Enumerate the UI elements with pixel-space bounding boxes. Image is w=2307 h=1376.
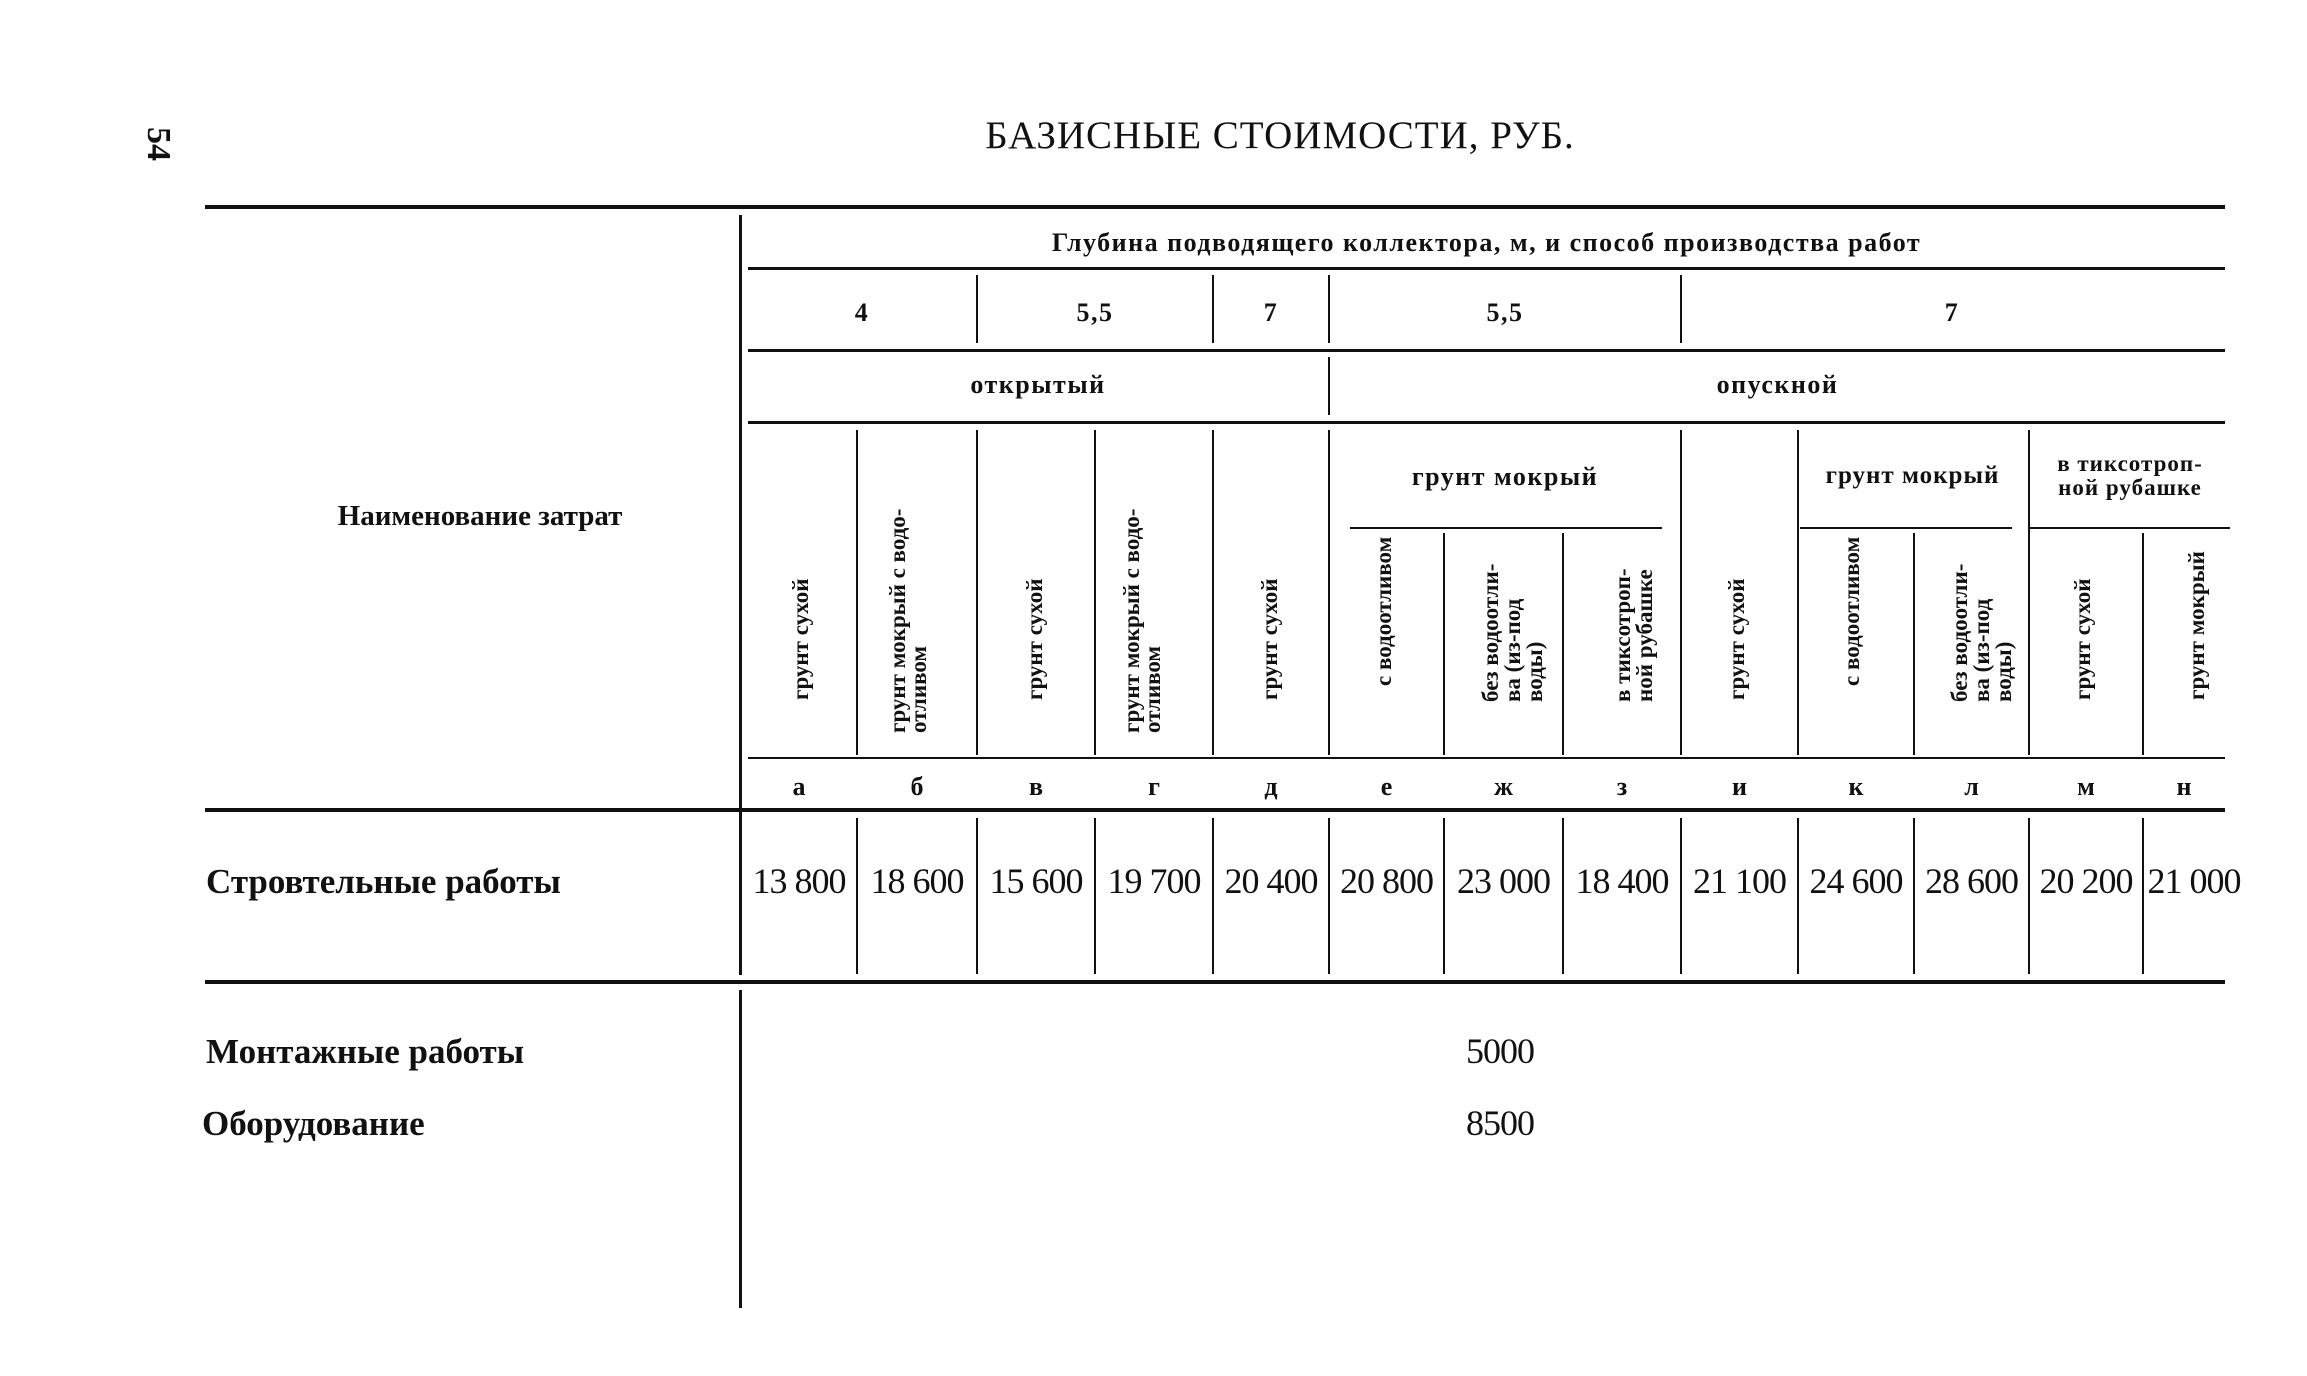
depth-label: 7 (1263, 298, 1279, 327)
top-header: Глубина подводящего коллектора, м, и способ производства работ (1051, 228, 1922, 257)
equipment-value: 8500 (1466, 1103, 1534, 1143)
column-header: грунт мокрый (2184, 551, 2209, 700)
column-header: грунт сухой (788, 578, 813, 700)
column-letter: з (1616, 772, 1628, 801)
table-cell: 20 200 (2039, 861, 2133, 901)
column-letter: д (1264, 772, 1278, 801)
column-letter: м (2077, 772, 2095, 801)
table-cell: 24 600 (1809, 861, 1903, 901)
table-cell: 28 600 (1925, 861, 2018, 901)
row-label-construction: Стровтельные работы (206, 862, 561, 901)
column-header: без водоотли- ва (из-под воды) (1478, 563, 1547, 702)
page-title: БАЗИСНЫЕ СТОИМОСТИ, РУБ. (985, 114, 1575, 157)
table-cell: 20 800 (1340, 861, 1433, 901)
installation-value: 5000 (1466, 1031, 1534, 1071)
table-cell: 23 000 (1457, 861, 1550, 901)
column-header: грунт мокрый с водо- отливом (1119, 508, 1165, 733)
name-column-header: Наименование затрат (337, 500, 623, 532)
column-header: с водоотливом (1839, 536, 1864, 686)
page-number: 54 (140, 127, 177, 161)
depth-label: 4 (854, 298, 870, 327)
column-header: грунт сухой (1724, 578, 1749, 700)
depth-label: 7 (1944, 298, 1960, 327)
group-wet-ground: грунт мокрый (1825, 462, 2000, 489)
column-letter: б (910, 772, 924, 801)
column-header: без водоотли- ва (из-под воды) (1947, 563, 2016, 702)
row-label-installation: Монтажные работы (206, 1032, 525, 1071)
table-cell: 20 400 (1224, 861, 1318, 901)
column-letter: к (1848, 772, 1864, 801)
column-letter: л (1964, 772, 1979, 801)
column-letter: е (1380, 772, 1393, 801)
column-letter: и (1732, 772, 1747, 801)
method-sink: опускной (1716, 370, 1839, 399)
group-wet-ground: грунт мокрый (1411, 462, 1599, 491)
column-letter: г (1148, 772, 1160, 801)
column-header: грунт сухой (1022, 578, 1047, 700)
column-header: грунт мокрый с водо- отливом (885, 508, 931, 733)
table-cell: 15 600 (989, 861, 1083, 901)
depth-label: 5,5 (1076, 298, 1114, 327)
column-header: грунт сухой (2070, 578, 2095, 700)
column-letter: ж (1494, 772, 1513, 801)
column-letter: н (2176, 772, 2192, 801)
table-cell: 21 000 (2147, 861, 2241, 901)
table-cell: 13 800 (752, 861, 846, 901)
column-letter: а (792, 772, 806, 801)
row-label-equipment: Оборудование (202, 1104, 425, 1143)
table-cell: 19 700 (1107, 861, 1201, 901)
column-header: грунт сухой (1257, 578, 1282, 700)
column-letter: в (1028, 772, 1044, 801)
column-header: с водоотливом (1371, 536, 1396, 686)
method-open: открытый (970, 370, 1106, 399)
column-header: в тиксотроп- ной рубашке (1610, 568, 1657, 702)
depth-label: 5,5 (1486, 298, 1524, 327)
table-cell: 21 100 (1693, 861, 1786, 901)
table-cell: 18 600 (870, 861, 964, 901)
group-thixo-shirt: в тиксотроп- ной рубашке (2057, 451, 2203, 500)
table-cell: 18 400 (1575, 861, 1669, 901)
